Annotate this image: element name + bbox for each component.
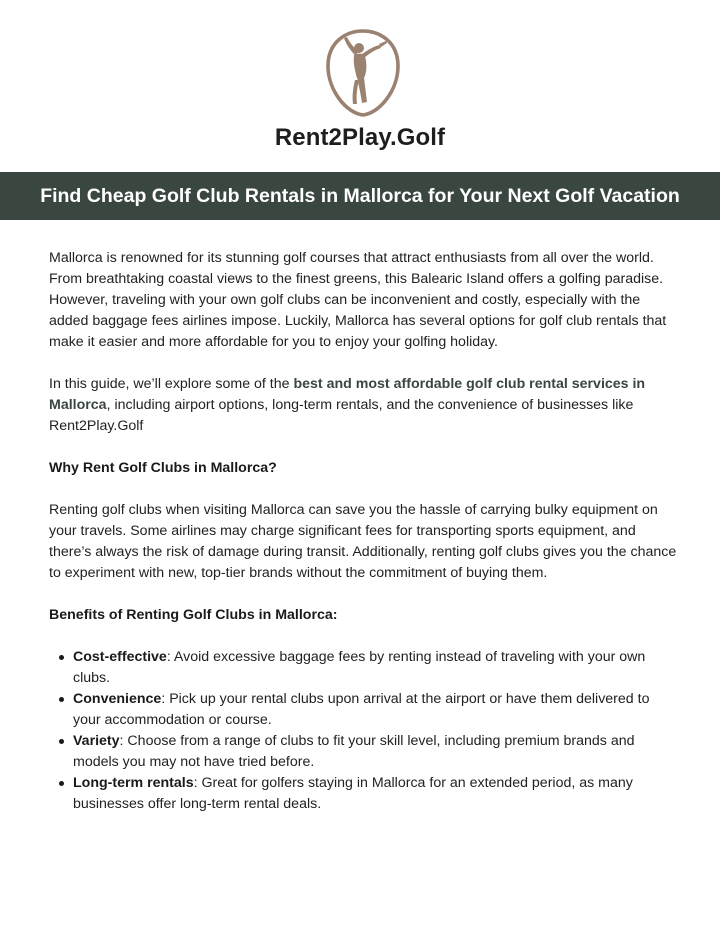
benefit-text: : Choose from a range of clubs to fit your skill level, including premium brands and models you may not have tried before.	[73, 733, 635, 770]
guide-text-before: In this guide, we’ll explore some of the	[49, 376, 294, 392]
why-heading: Why Rent Golf Clubs in Mallorca?	[49, 460, 277, 476]
benefit-text: : Avoid excessive baggage fees by renting instead of traveling with your own clubs.	[73, 649, 646, 686]
benefit-term: Cost-effective	[73, 649, 167, 665]
benefits-list	[49, 647, 679, 815]
benefit-text: : Pick up your rental clubs upon arrival at the airport or have them delivered to your accommodation or course.	[73, 691, 650, 728]
title-banner	[0, 172, 720, 220]
header	[0, 0, 720, 170]
list-item	[49, 773, 679, 815]
guide-highlight: best and most affordable golf club rental services in Mallorca	[49, 376, 646, 413]
benefit-term: Convenience	[73, 691, 162, 707]
list-item	[49, 731, 679, 773]
article-body	[49, 248, 679, 815]
list-item	[49, 647, 679, 689]
brand-name: Rent2Play.Golf	[274, 124, 446, 151]
guide-paragraph	[49, 374, 679, 437]
benefit-text: : Great for golfers staying in Mallorca for an extended period, as many businesses offer long-term rental deals.	[73, 775, 633, 812]
benefit-term: Variety	[73, 733, 120, 749]
list-item	[49, 689, 679, 731]
golfer-logo-icon	[324, 28, 402, 118]
why-paragraph: Renting golf clubs when visiting Mallorca can save you the hassle of carrying bulky equipment on your travels. Some airlines may charge significant fees for transporting sports equipment, and there’s always the risk of damage during transit. Additionally, renting golf clubs gives you the chance to experiment with new, top-tier brands without the commitment of buying them.	[49, 502, 677, 581]
guide-text-after: , including airport options, long-term rentals, and the convenience of businesses like Rent2Play.Golf	[49, 397, 634, 434]
page-title: Find Cheap Golf Club Rentals in Mallorca for Your Next Golf Vacation	[40, 184, 680, 207]
benefits-heading: Benefits of Renting Golf Clubs in Mallorca:	[49, 607, 338, 623]
benefit-term: Long-term rentals	[73, 775, 194, 791]
intro-paragraph: Mallorca is renowned for its stunning golf courses that attract enthusiasts from all over the world. From breathtaking coastal views to the finest greens, this Balearic Island offers a golfing paradise. However, traveling with your own golf clubs can be inconvenient and costly, especially with the added baggage fees airlines impose. Luckily, Mallorca has several options for golf club rentals that make it easier and more affordable for you to enjoy your golfing holiday.	[49, 250, 667, 350]
